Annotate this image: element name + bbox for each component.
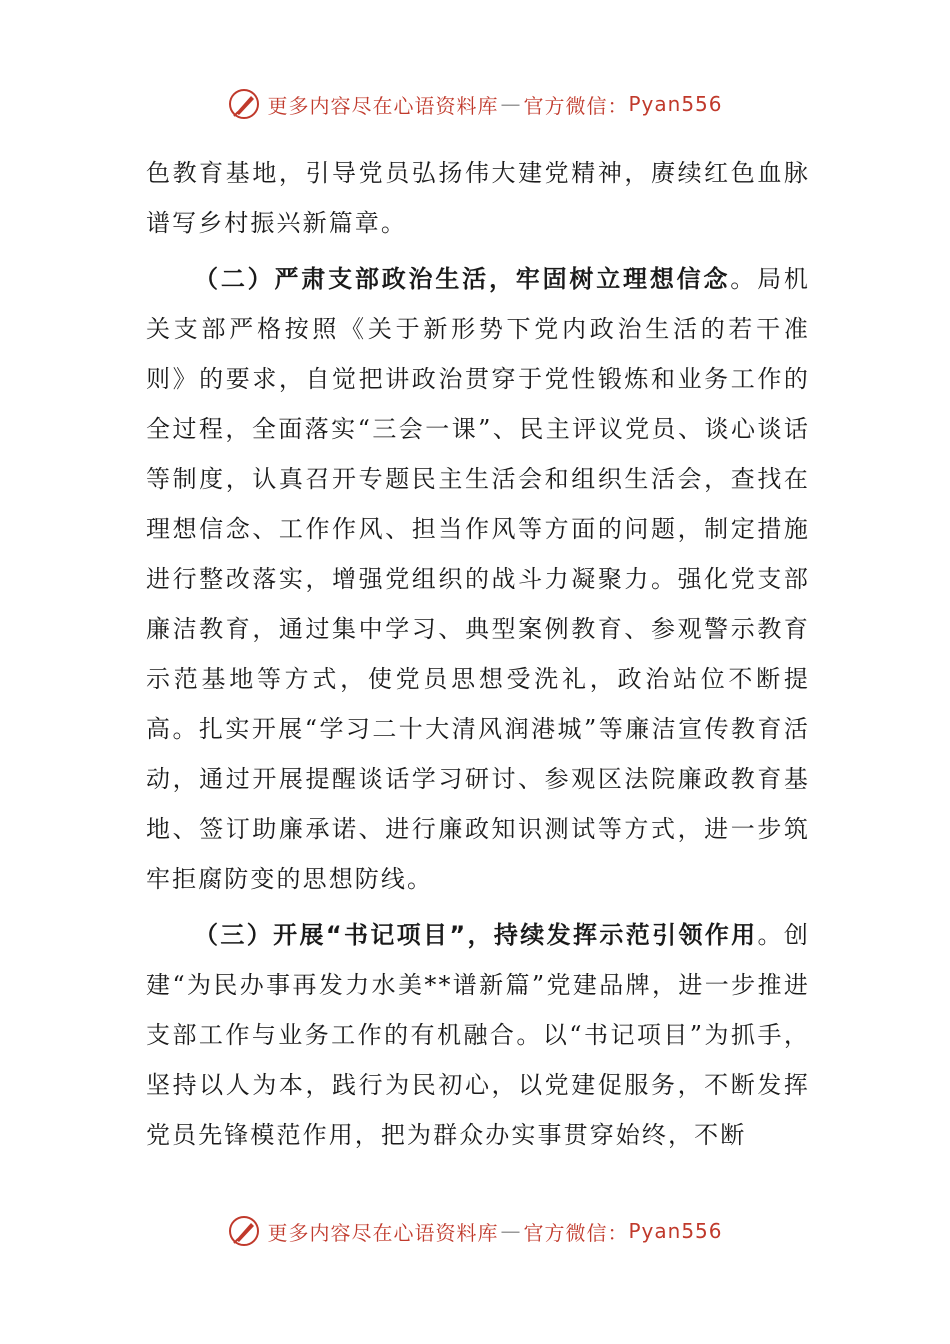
footer-watermark bbox=[0, 1211, 950, 1251]
paragraph-2-text: 。局机关支部严格按照《关于新形势下党内政治生活的若干准则》的要求，自觉把讲政治贯穿于党性锻炼和业务工作的全过程，全面落实“三会一课”、民主评议党员、谈心谈话等制度，认真召开专题民主生活会和组织生活会，查找在理想信念、工作作风、担当作风等方面的问题，制定措施进行整改落实，增强党组织的战斗力凝聚力。强化党支部廉洁教育，通过集中学习、典型案例教育、参观警示教育示范基地等方式，使党员思想受洗礼，政治站位不断提高。扎实开展“学习二十大清风润港城”等廉洁宣传教育活动，通过开展提醒谈话学习研讨、参观区法院廉政教育基地、签订助廉承诺、进行廉政知识测试等方式，进一步筑牢拒腐防变的思想防线。 bbox=[146, 265, 810, 893]
quill-logo-icon bbox=[227, 1214, 261, 1248]
header-prefix: 更多内容尽在心语资料库 bbox=[267, 93, 499, 118]
paragraph-1: 色教育基地，引导党员弘扬伟大建党精神，赓续红色血脉谱写乡村振兴新篇章。 bbox=[146, 159, 810, 237]
document-body bbox=[146, 148, 810, 1160]
header-watermark bbox=[0, 84, 950, 124]
footer-prefix: 更多内容尽在心语资料库 bbox=[267, 1220, 499, 1245]
header-wechat-label: 官方微信： bbox=[523, 93, 629, 118]
paragraph-2-heading: （二）严肃支部政治生活，牢固树立理想信念 bbox=[194, 265, 731, 293]
quill-logo-icon bbox=[227, 87, 261, 121]
footer-wechat-id: Pyan556 bbox=[628, 1219, 723, 1243]
paragraph-2 bbox=[146, 254, 810, 904]
paragraph-3-heading: （三）开展“书记项目”，持续发挥示范引领作用 bbox=[194, 921, 758, 949]
footer-wechat-label: 官方微信： bbox=[523, 1220, 629, 1245]
footer-dash: — bbox=[500, 1219, 522, 1243]
header-dash: — bbox=[500, 92, 522, 116]
header-wechat-id: Pyan556 bbox=[628, 92, 723, 116]
paragraph-3 bbox=[146, 910, 810, 1160]
paragraph-3-text: 。创建“为民办事再发力水美**谱新篇”党建品牌，进一步推进支部工作与业务工作的有机融合。以“书记项目”为抓手，坚持以人为本，践行为民初心，以党建促服务，不断发挥党员先锋模范作用，把为群众办实事贯穿始终，不断 bbox=[146, 921, 810, 1149]
